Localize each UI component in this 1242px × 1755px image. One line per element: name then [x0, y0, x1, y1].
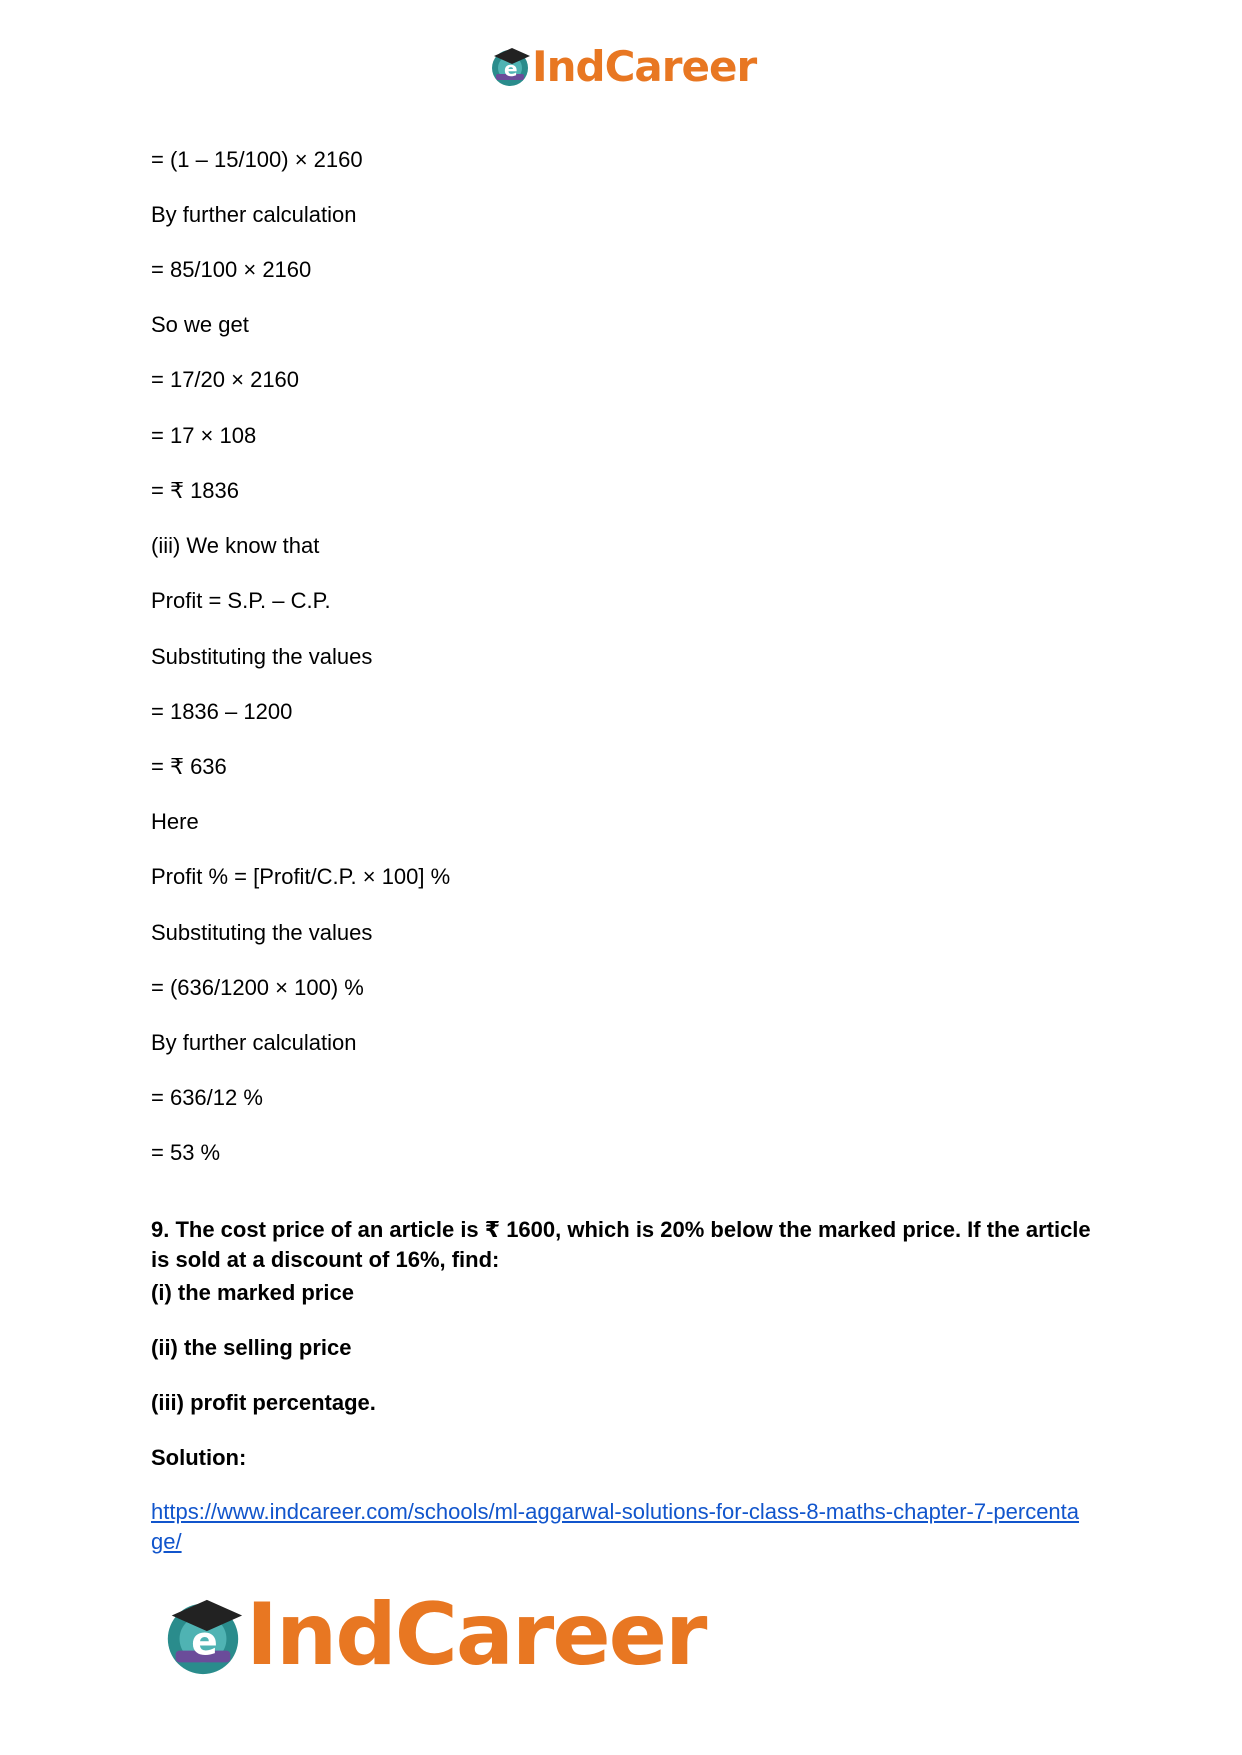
text-line: = 85/100 × 2160 — [151, 257, 312, 282]
text-line: Substituting the values — [151, 920, 373, 945]
text-line: = ₹ 1836 — [151, 478, 240, 503]
solution-link[interactable]: https://www.indcareer.com/schools/ml-aggarwal-solutions-for-class-8-maths-chapter-7-percentage/ — [151, 1499, 1080, 1554]
text-line: = 1836 – 1200 — [151, 699, 293, 724]
text-line: (iii) We know that — [151, 533, 320, 558]
text-line: Here — [151, 809, 199, 834]
logo-wordmark: IndCareer — [532, 41, 757, 91]
question-heading: 9. The cost price of an article is ₹ 1600, which is 20% below the marked price. If the article is sold at a discount of 16%, find: — [151, 1217, 1091, 1272]
header-logo — [488, 40, 756, 92]
footer-logo — [160, 1585, 705, 1685]
svg-text:e: e — [191, 1619, 218, 1665]
text-line: = 17/20 × 2160 — [151, 367, 300, 392]
text-line: So we get — [151, 312, 249, 337]
text-line: = ₹ 636 — [151, 754, 227, 779]
text-line: = 17 × 108 — [151, 423, 257, 448]
solution-label: Solution: — [151, 1445, 247, 1470]
logo-wordmark: IndCareer — [246, 1585, 706, 1685]
text-line: = (1 – 15/100) × 2160 — [151, 147, 363, 172]
graduation-globe-icon — [160, 1592, 246, 1678]
text-line: By further calculation — [151, 202, 357, 227]
graduation-globe-icon — [488, 44, 532, 88]
text-line: = 53 % — [151, 1140, 221, 1165]
svg-text:e: e — [504, 57, 518, 81]
question-part: (i) the marked price — [151, 1280, 354, 1305]
text-line: Substituting the values — [151, 644, 373, 669]
question-part: (ii) the selling price — [151, 1335, 352, 1360]
text-line: = (636/1200 × 100) % — [151, 975, 364, 1000]
text-line: By further calculation — [151, 1030, 357, 1055]
text-line: Profit % = [Profit/C.P. × 100] % — [151, 864, 451, 889]
text-line: = 636/12 % — [151, 1085, 263, 1110]
question-part: (iii) profit percentage. — [151, 1390, 376, 1415]
text-line: Profit = S.P. – C.P. — [151, 588, 331, 613]
